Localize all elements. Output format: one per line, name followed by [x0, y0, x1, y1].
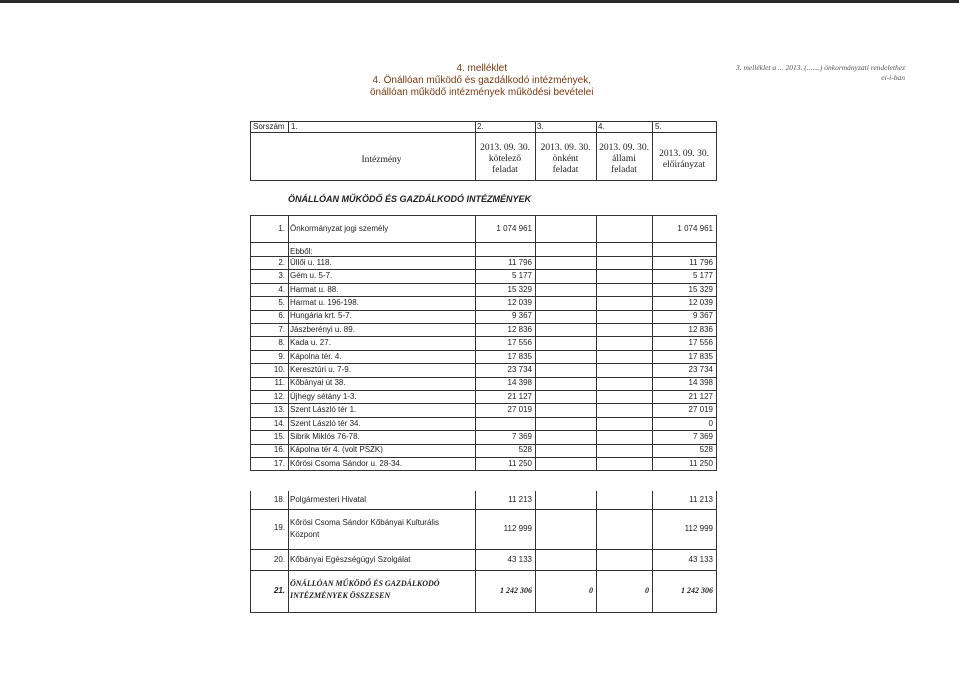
- row-7-eloiranyzat: 12 836: [688, 324, 713, 334]
- total-name-line-1: ÖNÁLLÓAN MŰKÖDŐ ÉS GAZDÁLKODÓ: [290, 579, 440, 588]
- cell-divider: [716, 444, 717, 457]
- cell-divider: [535, 242, 536, 256]
- cell-divider: [475, 549, 476, 570]
- row-14-eloiranyzat: 0: [708, 418, 713, 428]
- cell-divider: [596, 283, 597, 296]
- row-12-no: 12.: [273, 391, 285, 401]
- cell-divider: [716, 296, 717, 309]
- row-18-no: 18.: [273, 495, 285, 504]
- cell-divider: [652, 457, 653, 470]
- row-5-eloiranyzat: 12 039: [688, 297, 713, 307]
- cell-divider: [288, 417, 289, 430]
- cell-divider: [288, 390, 289, 403]
- cell-divider: [716, 283, 717, 296]
- cell-divider: [596, 403, 597, 416]
- cell-divider: [716, 350, 717, 363]
- cell-divider: [475, 377, 476, 390]
- row-1-eloiranyzat: 1 074 961: [677, 223, 713, 233]
- cell-divider: [652, 256, 653, 269]
- cell-divider: [652, 215, 653, 242]
- cell-divider: [535, 215, 536, 242]
- col-header-allami: 2013. 09. 30. állami feladat: [599, 143, 649, 175]
- cell-divider: [596, 390, 597, 403]
- row-9-eloiranyzat: 17 835: [688, 351, 713, 361]
- row-8-name: Kada u. 27.: [290, 338, 331, 348]
- cell-divider: [535, 403, 536, 416]
- cell-divider: [250, 215, 251, 242]
- cell-divider: [288, 283, 289, 296]
- row-14-no: 14.: [273, 418, 285, 428]
- cell-divider: [652, 509, 653, 549]
- cell-divider: [250, 350, 251, 363]
- cell-divider: [652, 403, 653, 416]
- cell-divider: [716, 549, 717, 570]
- section-bottom-rule: [250, 215, 717, 216]
- cell-divider: [250, 491, 251, 509]
- row-9-name: Kápolna tér. 4.: [290, 351, 342, 361]
- cell-divider: [596, 242, 597, 256]
- col-header-intezmeny: Intézmény: [361, 155, 402, 165]
- col-number-1: 1.: [291, 122, 298, 131]
- cell-divider: [535, 377, 536, 390]
- row-13-no: 13.: [273, 405, 285, 415]
- cell-divider: [596, 336, 597, 349]
- cell-divider: [475, 403, 476, 416]
- cell-divider: [535, 269, 536, 282]
- cell-divider: [535, 256, 536, 269]
- cell-divider: [535, 350, 536, 363]
- cell-divider: [596, 509, 597, 549]
- cell-divider: [250, 283, 251, 296]
- row-7-kotelezo: 12 836: [507, 324, 532, 334]
- cell-divider: [288, 403, 289, 416]
- row-19-no: 19.: [273, 523, 285, 532]
- cell-divider: [596, 377, 597, 390]
- number-row-rule: [250, 132, 717, 133]
- cell-divider: [596, 417, 597, 430]
- row-rule: [250, 570, 717, 571]
- cell-divider: [652, 350, 653, 363]
- cell-divider: [652, 570, 653, 612]
- cell-divider: [596, 570, 597, 612]
- cell-divider: [475, 350, 476, 363]
- cell-divider: [716, 390, 717, 403]
- row-1-name: Önkormányzat jogi személy: [290, 223, 389, 233]
- cell-divider: [535, 430, 536, 443]
- row-10-no: 10.: [273, 364, 285, 374]
- row-17-name: Kőrösi Csoma Sándor u. 28-34.: [290, 458, 403, 468]
- number-row-divider: [652, 121, 653, 133]
- cell-divider: [288, 363, 289, 376]
- row-8-kotelezo: 17 556: [507, 338, 532, 348]
- annex-note-line-1: 3. melléklet a ... 2013. (.......) önkormányzati rendelethez: [735, 63, 905, 72]
- col-number-4: 4.: [598, 122, 605, 131]
- row-19-name-line-2: Központ: [290, 530, 320, 539]
- cell-divider: [596, 444, 597, 457]
- cell-divider: [288, 377, 289, 390]
- row-13-eloiranyzat: 27 019: [688, 405, 713, 415]
- row-11-no: 11.: [274, 378, 285, 388]
- row-7-name: Jászberényi u. 89.: [290, 324, 355, 334]
- title-line-3: önállóan működő intézmények működési bevételei: [370, 87, 594, 98]
- cell-divider: [596, 363, 597, 376]
- cell-divider: [288, 242, 289, 256]
- cell-divider: [596, 215, 597, 242]
- row-7-no: 7.: [278, 324, 285, 334]
- row-12-name: Újhegy sétány 1-3.: [290, 391, 357, 401]
- cell-divider: [716, 323, 717, 336]
- row-6-kotelezo: 9 367: [511, 311, 532, 321]
- row-rule: [250, 470, 717, 471]
- cell-divider: [475, 269, 476, 282]
- row-8-no: 8.: [278, 338, 285, 348]
- cell-divider: [288, 350, 289, 363]
- cell-divider: [535, 283, 536, 296]
- cell-divider: [475, 509, 476, 549]
- cell-divider: [716, 310, 717, 323]
- cell-divider: [652, 283, 653, 296]
- cell-divider: [535, 363, 536, 376]
- row-17-kotelezo: 11 250: [508, 458, 532, 468]
- cell-divider: [596, 350, 597, 363]
- cell-divider: [596, 269, 597, 282]
- row-11-kotelezo: 14 398: [507, 378, 532, 388]
- row-16-name: Kápolna tér 4. (volt PSZK): [290, 445, 383, 455]
- total-kotelezo: 1 242 306: [500, 586, 532, 595]
- cell-divider: [535, 310, 536, 323]
- cell-divider: [475, 430, 476, 443]
- row-2-name: Üllői u. 118.: [290, 257, 332, 267]
- row-18-eloiranyzat: 11 213: [689, 495, 713, 504]
- cell-divider: [716, 417, 717, 430]
- cell-divider: [250, 323, 251, 336]
- cell-divider: [288, 570, 289, 612]
- cell-divider: [475, 390, 476, 403]
- cell-divider: [288, 269, 289, 282]
- cell-divider: [475, 296, 476, 309]
- row-2-kotelezo: 11 796: [508, 257, 532, 267]
- row-3-no: 3.: [278, 271, 285, 281]
- cell-divider: [250, 390, 251, 403]
- cell-divider: [250, 570, 251, 612]
- cell-divider: [250, 269, 251, 282]
- number-row-divider: [475, 121, 476, 133]
- row-18-name: Polgármesteri Hivatal: [290, 495, 367, 504]
- row-10-eloiranyzat: 23 734: [688, 364, 713, 374]
- cell-divider: [652, 417, 653, 430]
- cell-divider: [596, 323, 597, 336]
- cell-divider: [535, 296, 536, 309]
- cell-divider: [716, 570, 717, 612]
- row-20-name: Kőbányai Egészségügyi Szolgálat: [290, 554, 411, 564]
- col-number-2: 2.: [477, 122, 484, 131]
- row-11-name: Kőbányai út 38.: [290, 378, 346, 388]
- row-rule: [250, 509, 717, 510]
- cell-divider: [716, 256, 717, 269]
- row-12-kotelezo: 21 127: [507, 391, 532, 401]
- cell-divider: [475, 457, 476, 470]
- total-no: 21.: [273, 586, 285, 595]
- cell-divider: [652, 363, 653, 376]
- cell-divider: [250, 336, 251, 349]
- cell-divider: [535, 491, 536, 509]
- cell-divider: [652, 430, 653, 443]
- cell-divider: [475, 417, 476, 430]
- cell-divider: [535, 336, 536, 349]
- number-row-divider: [716, 121, 717, 133]
- title-line-1: 4. melléklet: [456, 63, 508, 74]
- row-13-kotelezo: 27 019: [507, 405, 532, 415]
- cell-divider: [596, 491, 597, 509]
- row-6-no: 6.: [278, 311, 285, 321]
- cell-divider: [652, 242, 653, 256]
- row-1-kotelezo: 1 074 961: [496, 223, 532, 233]
- row-2-eloiranyzat: 11 796: [689, 257, 713, 267]
- col-header-onkent: 2013. 09. 30. önként feladat: [540, 143, 591, 175]
- cell-divider: [716, 269, 717, 282]
- cell-divider: [250, 377, 251, 390]
- cell-divider: [288, 549, 289, 570]
- cell-divider: [652, 269, 653, 282]
- cell-divider: [250, 403, 251, 416]
- cell-divider: [652, 390, 653, 403]
- cell-divider: [288, 491, 289, 509]
- header-bottom-rule: [250, 180, 717, 181]
- cell-divider: [652, 336, 653, 349]
- cell-divider: [475, 570, 476, 612]
- row-4-no: 4.: [278, 284, 285, 294]
- cell-divider: [716, 377, 717, 390]
- cell-divider: [652, 323, 653, 336]
- total-allami: 0: [645, 586, 649, 595]
- cell-divider: [716, 430, 717, 443]
- cell-divider: [596, 457, 597, 470]
- cell-divider: [250, 256, 251, 269]
- row-9-no: 9.: [278, 351, 285, 361]
- cell-divider: [475, 310, 476, 323]
- col-header-kotelezo: 2013. 09. 30. kötelező feladat: [480, 143, 530, 175]
- cell-divider: [475, 283, 476, 296]
- cell-divider: [535, 549, 536, 570]
- cell-divider: [535, 390, 536, 403]
- row-3-eloiranyzat: 5 177: [692, 271, 713, 281]
- col-header-eloiranyzat: 2013. 09. 30. előirányzat: [659, 149, 709, 170]
- cell-divider: [475, 363, 476, 376]
- cell-divider: [535, 457, 536, 470]
- row-2-no: 2.: [278, 257, 285, 267]
- row-10-name: Keresztúri u. 7-9.: [290, 364, 351, 374]
- row-4-name: Harmat u. 88.: [290, 284, 339, 294]
- row-6-eloiranyzat: 9 367: [692, 311, 713, 321]
- row-4-eloiranyzat: 15 329: [688, 284, 713, 294]
- cell-divider: [652, 310, 653, 323]
- row-19-eloiranyzat: 112 999: [684, 524, 713, 533]
- cell-divider: [716, 336, 717, 349]
- number-row-divider: [250, 121, 251, 133]
- cell-divider: [250, 430, 251, 443]
- row-19-kotelezo: 112 999: [503, 524, 532, 533]
- cell-divider: [596, 430, 597, 443]
- cell-divider: [652, 549, 653, 570]
- cell-divider: [288, 444, 289, 457]
- cell-divider: [475, 256, 476, 269]
- cell-divider: [535, 509, 536, 549]
- number-row-divider: [535, 121, 536, 133]
- cell-divider: [288, 310, 289, 323]
- cell-divider: [596, 296, 597, 309]
- row-19-name-line-1: Kőrösi Csoma Sándor Kőbányai Kulturális: [290, 518, 439, 527]
- cell-divider: [250, 457, 251, 470]
- cell-divider: [652, 491, 653, 509]
- header-divider: [596, 133, 597, 180]
- row-6-name: Hungária krt. 5-7.: [290, 311, 352, 321]
- cell-divider: [475, 336, 476, 349]
- cell-divider: [288, 256, 289, 269]
- cell-divider: [716, 491, 717, 509]
- row-16-no: 16.: [273, 445, 285, 455]
- row-8-eloiranyzat: 17 556: [688, 338, 713, 348]
- cell-divider: [288, 430, 289, 443]
- row-14-name: Szent László tér 34.: [290, 418, 361, 428]
- row-12-eloiranyzat: 21 127: [688, 391, 713, 401]
- cell-divider: [288, 215, 289, 242]
- title-line-2: 4. Önállóan működő és gazdálkodó intézmények,: [372, 75, 591, 86]
- row-1-no: 1.: [278, 223, 285, 233]
- cell-divider: [288, 296, 289, 309]
- col-number-3: 3.: [537, 122, 544, 131]
- row-13-name: Szent László tér 1.: [290, 405, 357, 415]
- cell-divider: [475, 491, 476, 509]
- row-4-kotelezo: 15 329: [507, 284, 532, 294]
- total-eloiranyzat: 1 242 306: [681, 586, 713, 595]
- cell-divider: [288, 323, 289, 336]
- header-divider: [475, 133, 476, 180]
- row-5-name: Harmat u. 196-198.: [290, 297, 359, 307]
- header-left-edge: [250, 133, 251, 180]
- ebbol-label: Ebből:: [290, 247, 313, 256]
- row-18-kotelezo: 11 213: [508, 495, 532, 504]
- cell-divider: [535, 570, 536, 612]
- header-divider: [535, 133, 536, 180]
- col-number-sorszam: Sorszám: [253, 122, 285, 131]
- cell-divider: [716, 403, 717, 416]
- cell-divider: [716, 509, 717, 549]
- cell-divider: [288, 509, 289, 549]
- row-15-name: Sibrik Miklós 76-78.: [290, 431, 360, 441]
- row-3-name: Gém u. 5-7.: [290, 271, 333, 281]
- row-5-no: 5.: [278, 297, 285, 307]
- number-row-divider: [288, 121, 289, 133]
- header-divider: [652, 133, 653, 180]
- cell-divider: [475, 215, 476, 242]
- row-17-eloiranyzat: 11 250: [689, 458, 713, 468]
- cell-divider: [288, 336, 289, 349]
- cell-divider: [250, 509, 251, 549]
- row-15-no: 15.: [273, 431, 285, 441]
- cell-divider: [535, 417, 536, 430]
- cell-divider: [250, 363, 251, 376]
- row-15-eloiranyzat: 7 369: [692, 431, 713, 441]
- cell-divider: [250, 444, 251, 457]
- cell-divider: [288, 457, 289, 470]
- cell-divider: [716, 242, 717, 256]
- row-20-kotelezo: 43 133: [507, 554, 532, 564]
- cell-divider: [475, 444, 476, 457]
- row-15-kotelezo: 7 369: [511, 431, 532, 441]
- table-bottom-rule: [250, 612, 717, 613]
- row-10-kotelezo: 23 734: [507, 364, 532, 374]
- cell-divider: [596, 256, 597, 269]
- row-5-kotelezo: 12 039: [507, 297, 532, 307]
- cell-divider: [250, 417, 251, 430]
- row-rule: [250, 549, 717, 550]
- cell-divider: [716, 215, 717, 242]
- header-divider: [716, 133, 717, 180]
- row-20-no: 20.: [273, 554, 285, 564]
- row-11-eloiranyzat: 14 398: [688, 378, 713, 388]
- row-3-kotelezo: 5 177: [511, 271, 532, 281]
- cell-divider: [250, 549, 251, 570]
- row-16-kotelezo: 528: [518, 445, 532, 455]
- row-16-eloiranyzat: 528: [699, 445, 713, 455]
- total-name-line-2: INTÉZMÉNYEK ÖSSZESEN: [290, 591, 391, 600]
- annex-note-line-2: ei-i-ban: [881, 73, 905, 82]
- cell-divider: [716, 457, 717, 470]
- cell-divider: [596, 549, 597, 570]
- cell-divider: [250, 310, 251, 323]
- cell-divider: [535, 444, 536, 457]
- cell-divider: [652, 296, 653, 309]
- cell-divider: [250, 242, 251, 256]
- cell-divider: [475, 323, 476, 336]
- cell-divider: [535, 323, 536, 336]
- row-9-kotelezo: 17 835: [507, 351, 532, 361]
- cell-divider: [250, 296, 251, 309]
- row-17-no: 17.: [273, 458, 285, 468]
- cell-divider: [652, 444, 653, 457]
- row-20-eloiranyzat: 43 133: [688, 554, 713, 564]
- section-title: ÖNÁLLÓAN MŰKÖDŐ ÉS GAZDÁLKODÓ INTÉZMÉNYEK: [288, 194, 531, 204]
- number-row-divider: [596, 121, 597, 133]
- cell-divider: [596, 310, 597, 323]
- row-rule: [250, 242, 717, 243]
- col-number-5: 5.: [655, 122, 662, 131]
- total-onkent: 0: [589, 586, 593, 595]
- cell-divider: [716, 363, 717, 376]
- cell-divider: [475, 242, 476, 256]
- cell-divider: [652, 377, 653, 390]
